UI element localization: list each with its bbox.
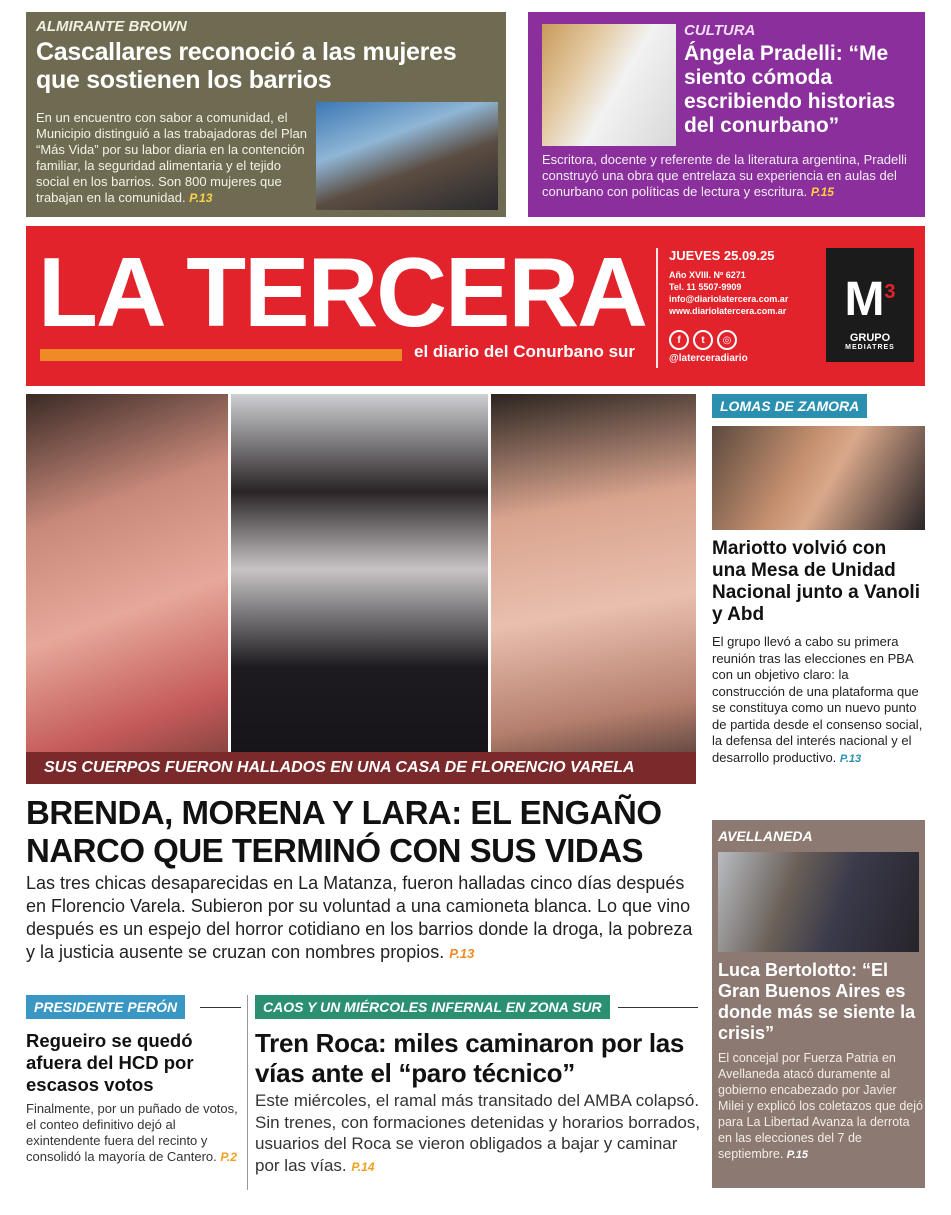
facebook-icon[interactable]: f — [669, 330, 689, 350]
section-rule — [618, 1007, 698, 1008]
column-divider — [247, 995, 248, 1190]
tren-headline[interactable]: Tren Roca: miles caminaron por las vías ante el “paro técnico” — [255, 1028, 685, 1088]
peron-body-text: Finalmente, por un puñado de votos, el conteo definitivo dejó al exintendente fuera del recinto y consolidó la mayoría de Cantero. — [26, 1101, 238, 1164]
avellaneda-photo — [718, 852, 919, 952]
peron-section-tag — [26, 995, 241, 1019]
section-rule — [200, 1007, 241, 1008]
teaser-body-text: Escritora, docente y referente de la literatura argentina, Pradelli construyó una obra que entrelaza su experiencia en aulas del conurbano con políticas de lectura y escritura. — [542, 152, 907, 199]
page-reference: P.13 — [449, 946, 475, 961]
page-reference: P.14 — [351, 1159, 375, 1174]
section-kicker: CAOS Y UN MIÉRCOLES INFERNAL EN ZONA SUR — [255, 995, 610, 1019]
avellaneda-box[interactable] — [712, 820, 925, 1188]
teaser-body — [36, 110, 311, 206]
peron-headline[interactable]: Regueiro se quedó afuera del HCD por escasos votos — [26, 1030, 194, 1095]
lead-photo-brenda — [26, 394, 228, 784]
masthead-info — [669, 248, 819, 317]
lomas-photo — [712, 426, 925, 530]
lomas-section-tag — [712, 394, 925, 418]
masthead-divider — [656, 248, 658, 368]
logo-mark — [826, 260, 914, 332]
title-underline-bar — [40, 349, 402, 361]
lomas-body-text: El grupo llevó a cabo su primera reunión tras las elecciones en PBA con un objetivo claro: la construcción de una plataforma que se constituya como un nuevo punto de partida desde el consenso social, la defensa del interés nacional y el desarrollo productivo. — [712, 634, 923, 765]
page-reference: P.15 — [786, 1149, 809, 1161]
avellaneda-body-text: El concejal por Fuerza Patria en Avellaneda atacó duramente al gobierno encabezado por Javier Milei y explicó los coletazos que dejó para La Libertad Avanza la derrota en las elecciones del 7 de septiembre. — [718, 1051, 923, 1161]
lomas-headline[interactable]: Mariotto volvió con una Mesa de Unidad Nacional junto a Vanoli y Abd — [712, 538, 920, 625]
tren-section-tag — [255, 995, 610, 1019]
teaser-photo — [316, 102, 498, 210]
section-kicker: AVELLANEDA — [718, 828, 813, 844]
tren-body — [255, 1090, 701, 1178]
page-reference: P.15 — [810, 185, 834, 199]
teaser-cultura[interactable] — [528, 12, 925, 217]
phone-number: Tel. 11 5507-9909 — [669, 282, 742, 292]
instagram-icon[interactable]: ◎ — [717, 330, 737, 350]
teaser-body-text: En un encuentro con sabor a comunidad, el Municipio distinguió a las trabajadoras del Plan “Más Vida” por su labor diaria en la contención familiar, la seguridad alimentaria y el tejido social en los barrios. Son 800 mujeres que trabajan en la comunidad. — [36, 110, 307, 205]
lead-photo-caption: SUS CUERPOS FUERON HALLADOS EN UNA CASA DE FLORENCIO VARELA — [26, 752, 696, 784]
lead-photo-triptych — [26, 394, 696, 784]
section-kicker: PRESIDENTE PERÓN — [26, 995, 185, 1019]
logo-group-text: GRUPO — [849, 332, 891, 344]
website-link[interactable]: www.diariolatercera.com.ar — [669, 306, 787, 316]
avellaneda-headline[interactable]: Luca Bertolotto: “El Gran Buenos Aires es donde más se siente la crisis” — [718, 960, 916, 1043]
peron-body — [26, 1101, 238, 1165]
newspaper-title[interactable]: LA TERCERA — [38, 237, 646, 347]
email-link[interactable]: info@diariolatercera.com.ar — [669, 294, 789, 304]
section-kicker: LOMAS DE ZAMORA — [712, 394, 867, 418]
section-kicker: ALMIRANTE BROWN — [36, 18, 187, 35]
teaser-headline[interactable]: Ángela Pradelli: “Me siento cómoda escribiendo historias del conurbano” — [684, 42, 896, 137]
page-reference: P.13 — [189, 191, 213, 205]
social-icons — [669, 330, 737, 350]
section-kicker: CULTURA — [684, 22, 756, 39]
teaser-headline[interactable]: Cascallares reconoció a las mujeres que sostienen los barrios — [36, 38, 457, 94]
newspaper-tagline: el diario del Conurbano sur — [414, 342, 636, 361]
teaser-photo — [542, 24, 676, 146]
lead-body — [26, 872, 702, 965]
lead-photo-morena — [231, 394, 488, 784]
lead-body-text: Las tres chicas desaparecidas en La Matanza, fueron halladas cinco días después en Florencio Varela. Subieron por su voluntad a una camioneta blanca. Lo que vino después es un espejo del horror cotidiano en los barrios donde la droga, la pobreza y la justicia ausente se cruzan con nombres propios. — [26, 873, 693, 962]
page-reference: P.2 — [220, 1150, 237, 1164]
social-handle[interactable]: @laterceradiario — [669, 353, 748, 364]
lead-photo-lara — [491, 394, 696, 784]
logo-name-text: MEDIATRES — [845, 344, 895, 351]
stamp-perforation — [528, 6, 925, 18]
teaser-body — [542, 152, 917, 200]
page-reference: P.13 — [839, 752, 862, 765]
teaser-almirante-brown[interactable] — [26, 12, 506, 217]
stamp-perforation — [919, 12, 931, 217]
twitter-icon[interactable]: t — [693, 330, 713, 350]
stamp-perforation — [522, 12, 534, 217]
issue-date: JUEVES 25.09.25 — [669, 248, 775, 263]
grupo-mediatres-logo[interactable] — [826, 248, 914, 362]
logo-superscript: 3 — [884, 281, 896, 303]
tren-body-text: Este miércoles, el ramal más transitado del AMBA colapsó. Sin trenes, con formaciones detenidas y horarios borrados, usuarios del Roca se vieron obligados a bajar y caminar por las vías. — [255, 1091, 701, 1175]
issue-number: Año XVIII. Nº 6271 — [669, 270, 746, 280]
logo-letter: M — [844, 273, 885, 326]
masthead — [26, 226, 925, 386]
lead-headline[interactable]: BRENDA, MORENA Y LARA: EL ENGAÑO NARCO QUE TERMINÓ CON SUS VIDAS — [26, 794, 662, 869]
avellaneda-body — [718, 1050, 923, 1163]
lomas-body — [712, 634, 925, 767]
stamp-perforation — [528, 211, 925, 223]
